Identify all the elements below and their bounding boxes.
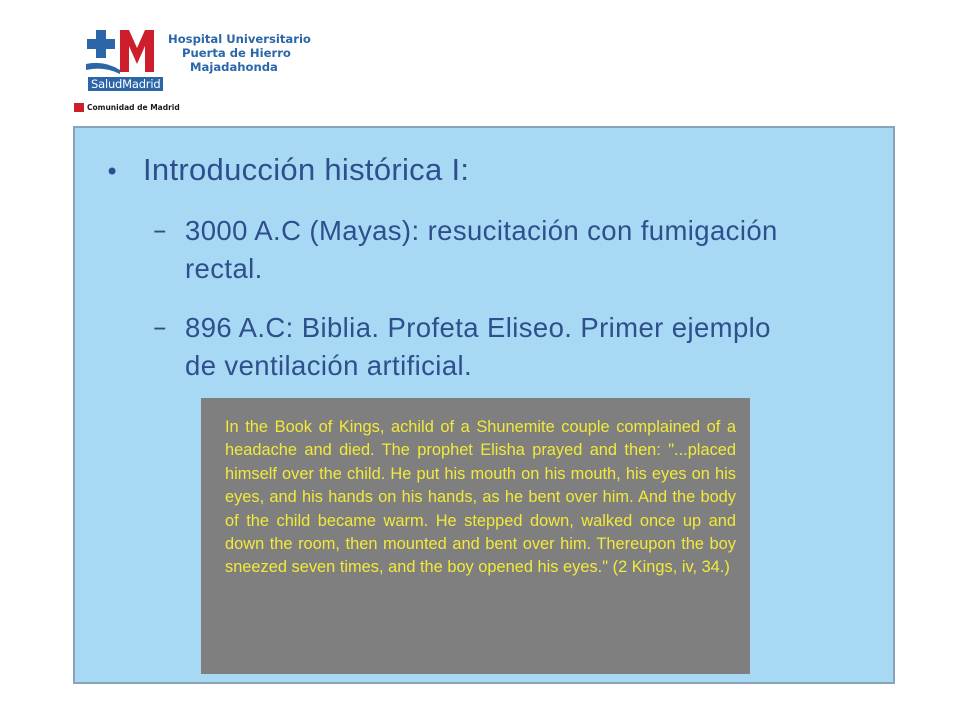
salud-madrid-logo-icon xyxy=(84,28,164,78)
heading-bullet-row xyxy=(105,152,469,188)
list-item-text: 3000 A.C (Mayas): resucitación con fumigación rectal. xyxy=(185,215,778,284)
dash-icon: – xyxy=(153,215,167,246)
comunidad-madrid-label xyxy=(74,101,180,113)
list-item xyxy=(153,212,843,288)
hospital-name-line2: Puerta de Hierro xyxy=(182,46,291,60)
bullet-icon: • xyxy=(105,158,120,186)
dash-icon: – xyxy=(153,312,167,343)
hospital-name-line3: Majadahonda xyxy=(190,60,278,74)
content-panel xyxy=(73,126,895,684)
hospital-name-line1: Hospital Universitario xyxy=(168,32,311,46)
list-item xyxy=(153,309,843,385)
comunidad-text: Comunidad de Madrid xyxy=(87,102,180,112)
quote-text: In the Book of Kings, achild of a Shunemite couple complained of a headache and died. The prophet Elisha prayed and then: "...placed himself over the child. He put his mouth on his mouth, his eyes on his eyes, and his hands on his hands, as he bent over him. And the body of the child became warm. He stepped down, walked once up and down the room, then mounted and bent over him. Thereupon the boy sneezed seven times, and the boy opened his eyes." (2 Kings, iv, 34.) xyxy=(225,418,736,577)
list-item-text: 896 A.C: Biblia. Profeta Eliseo. Primer ejemplo de ventilación artificial. xyxy=(185,312,771,381)
hospital-name xyxy=(168,32,311,74)
hospital-logo xyxy=(74,22,334,112)
madrid-flag-icon xyxy=(74,103,84,112)
slide-heading: Introducción histórica I: xyxy=(143,152,470,187)
salud-madrid-label: SaludMadrid xyxy=(88,77,163,91)
bible-quote-box xyxy=(201,398,750,674)
